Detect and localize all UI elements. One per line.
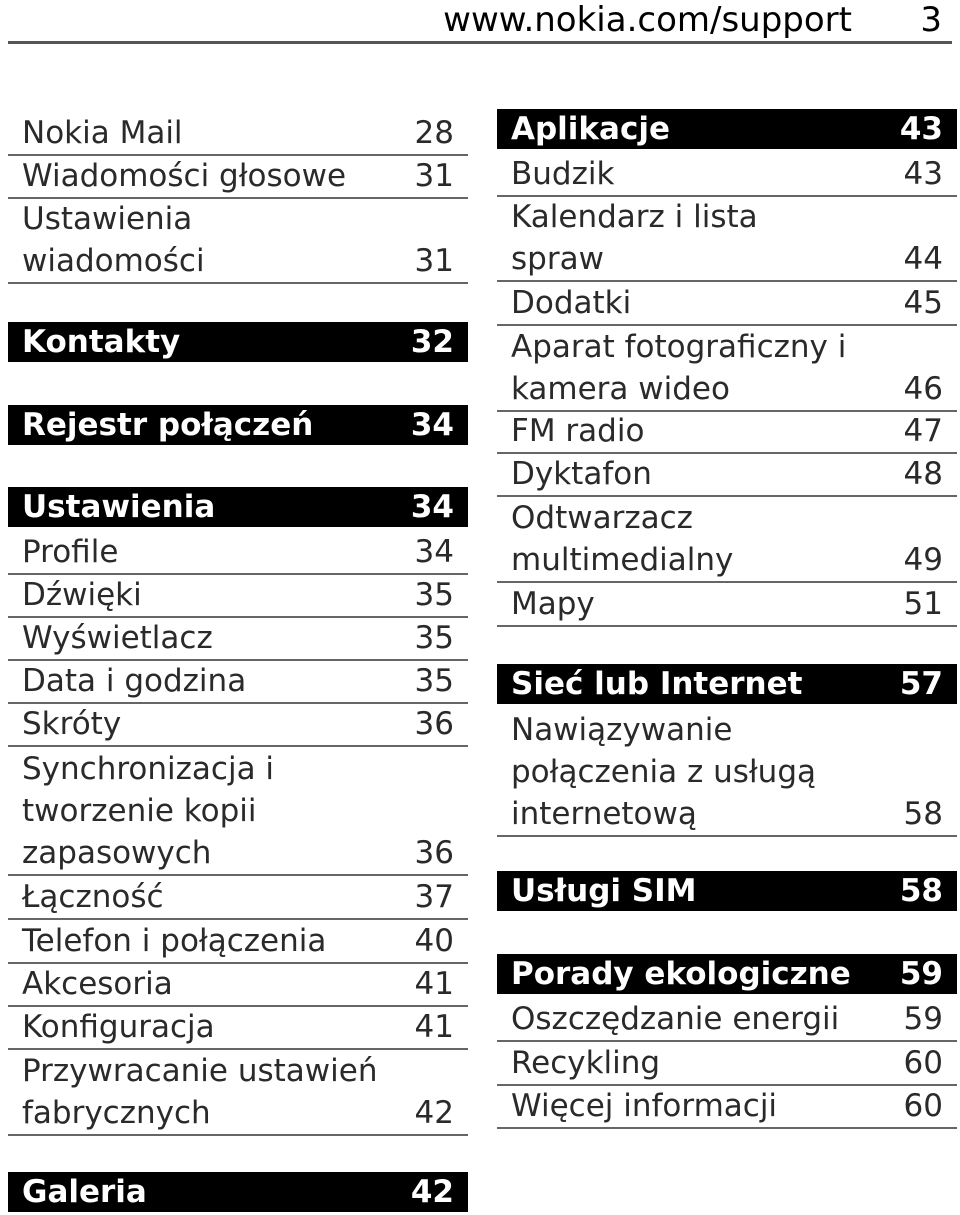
- toc-entry-page: 60: [903, 1088, 943, 1124]
- toc-entry-title: Dyktafon: [511, 456, 652, 492]
- toc-entry-page: 44: [903, 241, 943, 277]
- toc-entry-page: 35: [414, 663, 454, 699]
- toc-entry-page: 46: [903, 371, 943, 407]
- toc-entry-page: 51: [903, 586, 943, 622]
- toc-entry-title: Mapy: [511, 586, 595, 622]
- toc-entry-page: 60: [903, 1045, 943, 1081]
- toc-entry-title: Skróty: [22, 706, 122, 742]
- toc-entry-title: Przywracanie ustawień fabrycznych: [22, 1053, 378, 1131]
- toc-entry[interactable]: [497, 153, 957, 197]
- toc-entry-title: Nokia Mail: [22, 115, 183, 151]
- toc-entry[interactable]: [8, 660, 468, 704]
- header-divider: [8, 41, 952, 44]
- toc-entry[interactable]: [8, 703, 468, 747]
- toc-entry[interactable]: [497, 1085, 957, 1129]
- toc-section-kontakty[interactable]: [8, 322, 468, 362]
- toc-entry[interactable]: [497, 453, 957, 497]
- toc-section-page: 34: [410, 407, 454, 443]
- toc-entry-page: 28: [414, 115, 454, 151]
- toc-section-title: Rejestr połączeń: [22, 407, 314, 443]
- toc-entry-page: 48: [903, 456, 943, 492]
- toc-section-rejestr[interactable]: [8, 405, 468, 445]
- toc-entry-title: Profile: [22, 534, 119, 570]
- toc-entry[interactable]: [8, 112, 468, 156]
- toc-entry-title: Akcesoria: [22, 966, 173, 1002]
- toc-section-page: 43: [899, 111, 943, 147]
- toc-section-siec[interactable]: [497, 664, 957, 704]
- toc-entry-page: 40: [414, 923, 454, 959]
- toc-entry-page: 35: [414, 577, 454, 613]
- toc-entry[interactable]: [8, 155, 468, 199]
- toc-section-title: Aplikacje: [511, 111, 670, 147]
- toc-entry-page: 49: [903, 542, 943, 578]
- toc-entry-page: 36: [414, 835, 454, 871]
- toc-entry-title: Aparat fotograficzny i kamera wideo: [511, 329, 847, 407]
- toc-entry[interactable]: [497, 497, 957, 583]
- toc-section-title: Porady ekologiczne: [511, 956, 851, 992]
- toc-entry-title: Konfiguracja: [22, 1009, 215, 1045]
- toc-section-title: Usługi SIM: [511, 873, 697, 909]
- toc-entry-title: Odtwarzacz multimedialny: [511, 500, 734, 578]
- toc-entry[interactable]: [8, 617, 468, 661]
- toc-entry-title: Więcej informacji: [511, 1088, 778, 1124]
- support-url[interactable]: www.nokia.com/support: [443, 0, 852, 40]
- toc-entry[interactable]: [497, 282, 957, 326]
- toc-entry-title: Budzik: [511, 156, 615, 192]
- toc-entry-title: FM radio: [511, 413, 645, 449]
- toc-section-page: 34: [410, 489, 454, 525]
- toc-entry[interactable]: [497, 410, 957, 454]
- toc-entry[interactable]: [497, 196, 957, 282]
- toc-entry[interactable]: [497, 998, 957, 1042]
- toc-entry-page: 34: [414, 534, 454, 570]
- toc-section-page: 59: [899, 956, 943, 992]
- toc-entry-title: Łączność: [22, 879, 164, 915]
- toc-entry-title: Data i godzina: [22, 663, 247, 699]
- toc-section-page: 42: [410, 1174, 454, 1210]
- toc-section-ustawienia[interactable]: [8, 487, 468, 527]
- toc-entry-title: Oszczędzanie energii: [511, 1001, 840, 1037]
- toc-entry-page: 45: [903, 285, 943, 321]
- toc-entry[interactable]: [8, 531, 468, 575]
- toc-entry-title: Dźwięki: [22, 577, 142, 613]
- toc-section-title: Kontakty: [22, 324, 181, 360]
- toc-entry-title: Wyświetlacz: [22, 620, 213, 656]
- toc-entry-title: Synchronizacja i tworzenie kopii zapasowych: [22, 751, 275, 871]
- toc-entry[interactable]: [8, 198, 468, 284]
- toc-section-galeria[interactable]: [8, 1172, 468, 1212]
- toc-entry[interactable]: [497, 1042, 957, 1086]
- toc-entry[interactable]: [8, 1050, 468, 1136]
- toc-entry-title: Ustawienia wiadomości: [22, 201, 205, 279]
- toc-entry-page: 42: [414, 1095, 454, 1131]
- toc-section-aplikacje[interactable]: [497, 109, 957, 149]
- toc-entry-title: Nawiązywanie połączenia z usługą internetową: [511, 712, 817, 832]
- toc-section-page: 58: [899, 873, 943, 909]
- toc-entry-page: 35: [414, 620, 454, 656]
- toc-entry[interactable]: [497, 326, 957, 412]
- toc-entry-title: Telefon i połączenia: [22, 923, 327, 959]
- toc-entry[interactable]: [8, 963, 468, 1007]
- toc-section-page: 57: [899, 666, 943, 702]
- toc-section-page: 32: [410, 324, 454, 360]
- toc-entry-page: 58: [903, 796, 943, 832]
- toc-section-title: Ustawienia: [22, 489, 216, 525]
- toc-entry-title: Wiadomości głosowe: [22, 158, 347, 194]
- toc-section-uslugi-sim[interactable]: [497, 871, 957, 911]
- toc-section-title: Galeria: [22, 1174, 147, 1210]
- toc-entry-page: 36: [414, 706, 454, 742]
- toc-entry[interactable]: [497, 583, 957, 627]
- toc-entry-title: Kalendarz i lista spraw: [511, 199, 758, 277]
- toc-entry-page: 47: [903, 413, 943, 449]
- toc-entry[interactable]: [8, 920, 468, 964]
- toc-entry-page: 31: [414, 243, 454, 279]
- toc-entry[interactable]: [8, 876, 468, 920]
- toc-entry[interactable]: [8, 1006, 468, 1050]
- toc-entry[interactable]: [497, 709, 957, 837]
- toc-entry[interactable]: [8, 748, 468, 876]
- toc-entry-page: 43: [903, 156, 943, 192]
- toc-entry-page: 59: [903, 1001, 943, 1037]
- page-header: [0, 0, 960, 46]
- toc-section-title: Sieć lub Internet: [511, 666, 803, 702]
- toc-entry[interactable]: [8, 574, 468, 618]
- toc-entry-page: 41: [414, 1009, 454, 1045]
- toc-entry-page: 41: [414, 966, 454, 1002]
- toc-entry-title: Recykling: [511, 1045, 661, 1081]
- toc-section-porady[interactable]: [497, 954, 957, 994]
- toc-entry-title: Dodatki: [511, 285, 632, 321]
- toc-entry-page: 31: [414, 158, 454, 194]
- page-number: 3: [920, 0, 942, 40]
- toc-entry-page: 37: [414, 879, 454, 915]
